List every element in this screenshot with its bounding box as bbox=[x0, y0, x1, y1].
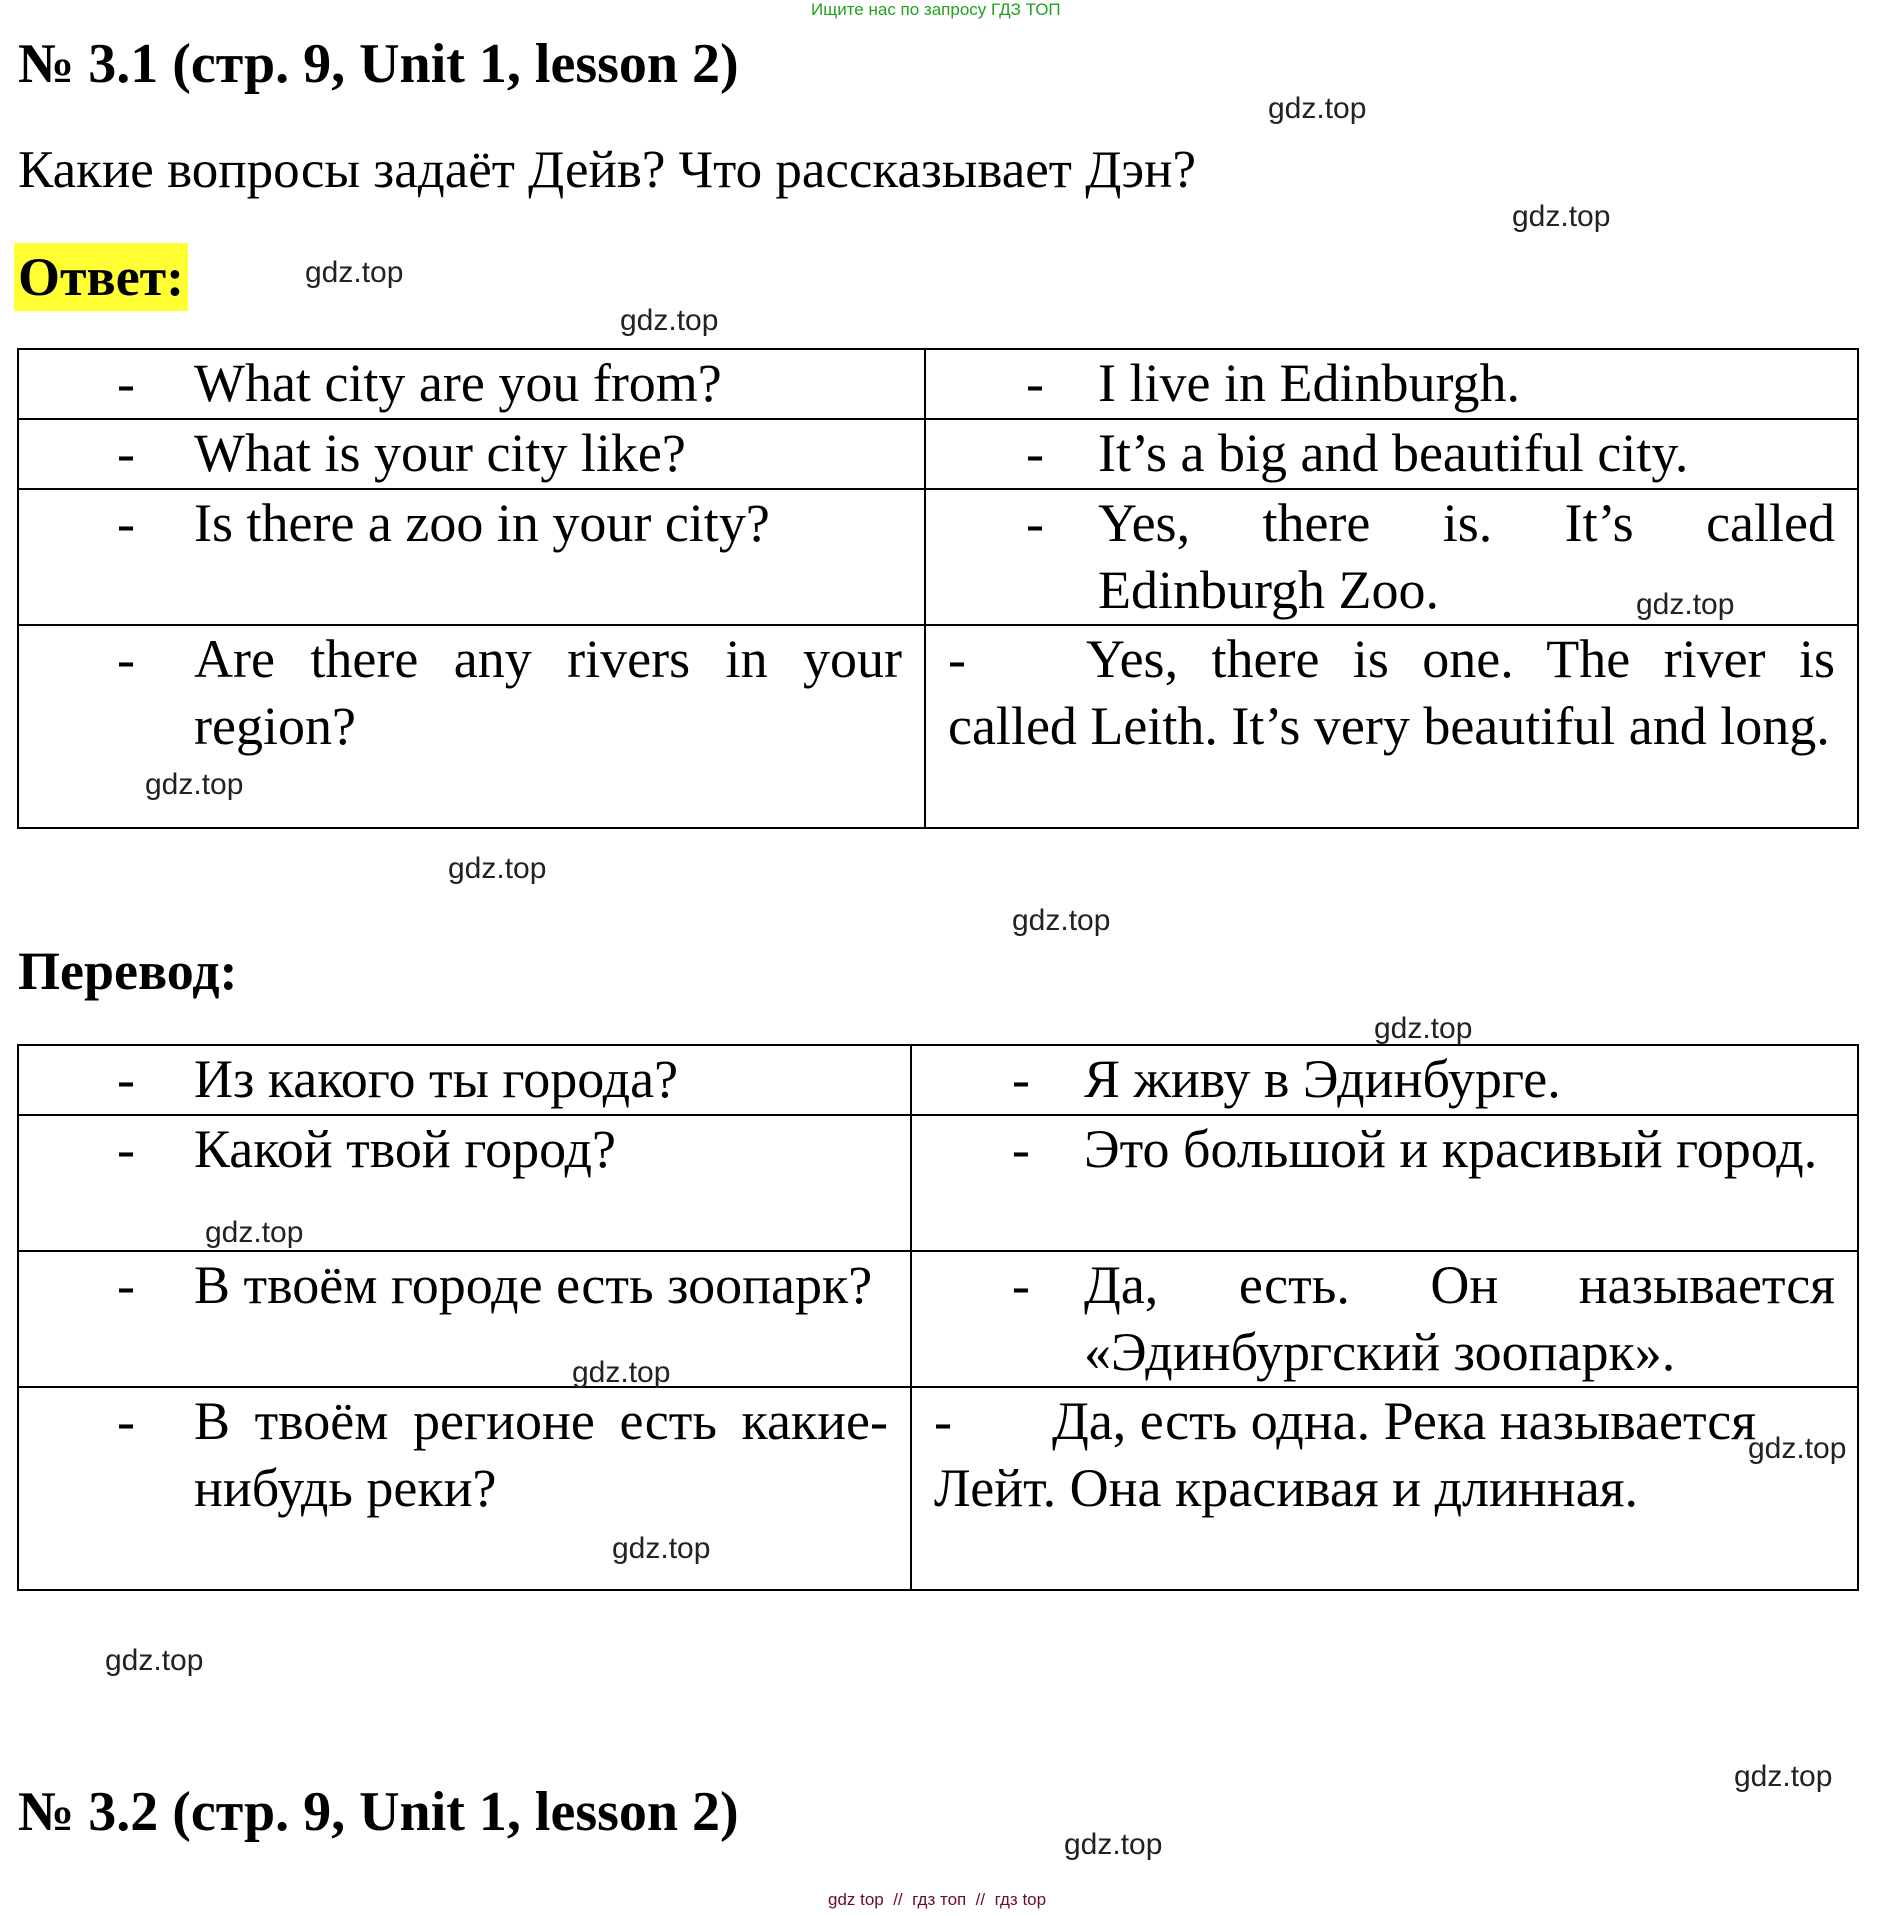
translation-question: - Какой твой город? bbox=[117, 1119, 616, 1179]
translation-question: - В твоём городе есть зоопарк? bbox=[117, 1255, 873, 1315]
table-row bbox=[18, 419, 1858, 489]
watermark: gdz.top bbox=[145, 768, 244, 801]
watermark: gdz.top bbox=[1512, 200, 1611, 233]
exercise-question: Какие вопросы задаёт Дейв? Что рассказывает Дэн? bbox=[18, 141, 1196, 199]
translation-label: Перевод: bbox=[18, 941, 238, 1001]
watermark: gdz.top bbox=[448, 852, 547, 885]
answer-reply: - I live in Edinburgh. bbox=[1026, 353, 1520, 413]
footer-links: gdz top // гдз топ // гдз top bbox=[828, 1890, 1047, 1909]
watermark: gdz.top bbox=[305, 256, 404, 289]
top-search-note: Ищите нас по запросу ГДЗ ТОП bbox=[811, 0, 1061, 19]
translation-reply: - Да, есть одна. Река называется Лейт. Она красивая и длинная. bbox=[934, 1391, 1757, 1518]
translation-question: - В твоём регионе есть какие-нибудь реки? bbox=[117, 1391, 888, 1518]
answer-label: Ответ: bbox=[14, 243, 188, 311]
watermark: gdz.top bbox=[1064, 1828, 1163, 1861]
answer-question: - Are there any rivers in your region? bbox=[117, 629, 902, 756]
answer-reply: - Yes, there is one. The river is called Leith. It’s very beautiful and long. bbox=[948, 629, 1835, 756]
watermark: gdz.top bbox=[1734, 1760, 1833, 1793]
watermark: gdz.top bbox=[612, 1532, 711, 1565]
watermark: gdz.top bbox=[205, 1216, 304, 1249]
watermark: gdz.top bbox=[105, 1644, 204, 1677]
table-row bbox=[18, 625, 1858, 828]
next-exercise-title: № 3.2 (стр. 9, Unit 1, lesson 2) bbox=[18, 1781, 739, 1843]
watermark: gdz.top bbox=[620, 304, 719, 337]
answer-question: - What is your city like? bbox=[117, 423, 686, 483]
answer-question: - What city are you from? bbox=[117, 353, 722, 413]
table-row bbox=[18, 1387, 1858, 1590]
table-row bbox=[18, 349, 1858, 419]
watermark: gdz.top bbox=[1012, 904, 1111, 937]
watermark: gdz.top bbox=[1636, 588, 1735, 621]
watermark: gdz.top bbox=[572, 1356, 671, 1389]
translation-reply: - Это большой и красивый город. bbox=[1012, 1119, 1818, 1179]
exercise-title: № 3.1 (стр. 9, Unit 1, lesson 2) bbox=[18, 33, 739, 95]
table-row bbox=[18, 1045, 1858, 1115]
answer-reply: - It’s a big and beautiful city. bbox=[1026, 423, 1689, 483]
table-row bbox=[18, 1251, 1858, 1387]
translation-reply: - Да, есть. Он называется «Эдинбургский зоопарк». bbox=[1012, 1255, 1835, 1382]
answer-question: - Is there a zoo in your city? bbox=[117, 493, 770, 553]
answer-table bbox=[17, 348, 1859, 829]
translation-reply: - Я живу в Эдинбурге. bbox=[1012, 1049, 1561, 1109]
table-row bbox=[18, 489, 1858, 625]
answer-reply: - Yes, there is. It’s called Edinburgh Zoo. bbox=[1026, 493, 1835, 620]
watermark: gdz.top bbox=[1748, 1432, 1847, 1465]
watermark: gdz.top bbox=[1268, 92, 1367, 125]
watermark: gdz.top bbox=[1374, 1012, 1473, 1045]
translation-table bbox=[17, 1044, 1859, 1591]
translation-question: - Из какого ты города? bbox=[117, 1049, 679, 1109]
